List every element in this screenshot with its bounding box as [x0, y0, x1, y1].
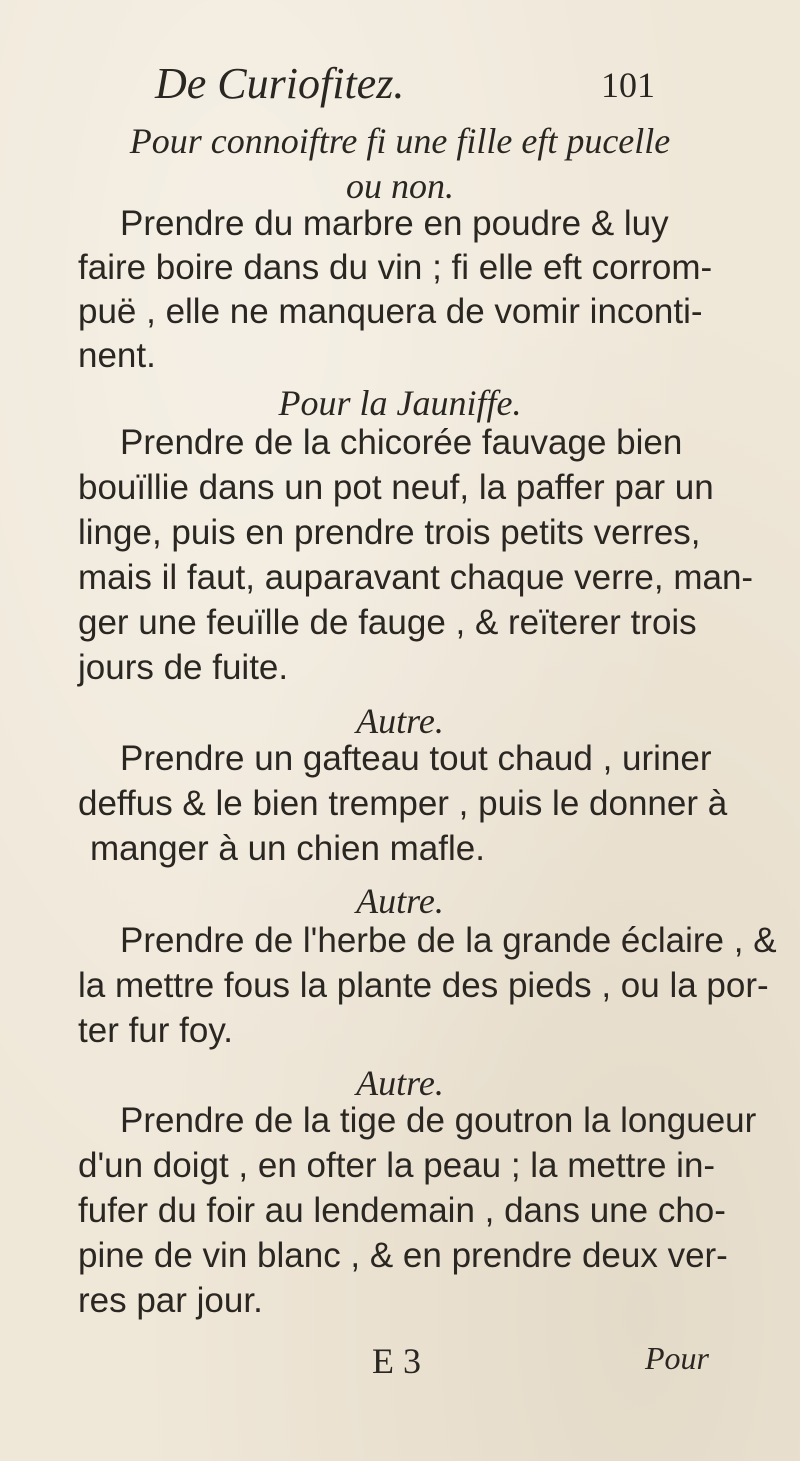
section-heading: Autre. [356, 701, 444, 741]
text-line: la mettre fous la plante des pieds , ou la por- [78, 966, 769, 1005]
section-heading: Autre. [356, 881, 444, 921]
text-line: Prendre de la tige de goutron la longueur [120, 1101, 757, 1140]
text-line: pine de vin blanc , & en prendre deux ver- [78, 1236, 728, 1275]
running-head-title: De Curiofitez. [155, 59, 405, 108]
text-line: bouïllie dans un pot neuf, la paffer par un [78, 468, 714, 507]
text-line: fufer du foir au lendemain , dans une cho- [78, 1191, 726, 1230]
text-line: Prendre de l'herbe de la grande éclaire , & [120, 921, 777, 960]
section-heading: Autre. [356, 1063, 444, 1103]
section-heading: Pour la Jauniffe. [278, 383, 522, 423]
section-heading: ou non. [346, 166, 454, 206]
signature-mark: E 3 [372, 1341, 421, 1381]
text-line: jours de fuite. [78, 648, 289, 687]
text-line: res par jour. [78, 1281, 263, 1320]
text-line: puë , elle ne manquera de vomir inconti- [78, 292, 703, 331]
text-line: manger à un chien mafle. [90, 829, 485, 868]
section-heading: Pour connoiftre fi une fille eft pucelle [129, 121, 671, 161]
text-line: Prendre de la chicorée fauvage bien [120, 423, 683, 462]
catchword: Pour [645, 1340, 709, 1376]
text-line: Prendre un gafteau tout chaud , uriner [120, 739, 712, 778]
text-line: mais il faut, auparavant chaque verre, man- [78, 558, 754, 597]
text-line: faire boire dans du vin ; fi elle eft corrom- [78, 248, 713, 287]
page-footer [0, 1340, 800, 1390]
running-head [155, 58, 655, 108]
text-line: deffus & le bien tremper , puis le donner à [78, 784, 728, 823]
text-line: ger une feuïlle de fauge , & reïterer trois [78, 603, 697, 642]
page-number: 101 [601, 65, 655, 105]
text-line: d'un doigt , en ofter la peau ; la mettre in- [78, 1146, 716, 1185]
text-line: Prendre du marbre en poudre & luy [120, 204, 669, 243]
text-line: ter fur foy. [78, 1011, 233, 1050]
text-line: nent. [78, 336, 156, 375]
text-line: linge, puis en prendre trois petits verres, [78, 513, 701, 552]
